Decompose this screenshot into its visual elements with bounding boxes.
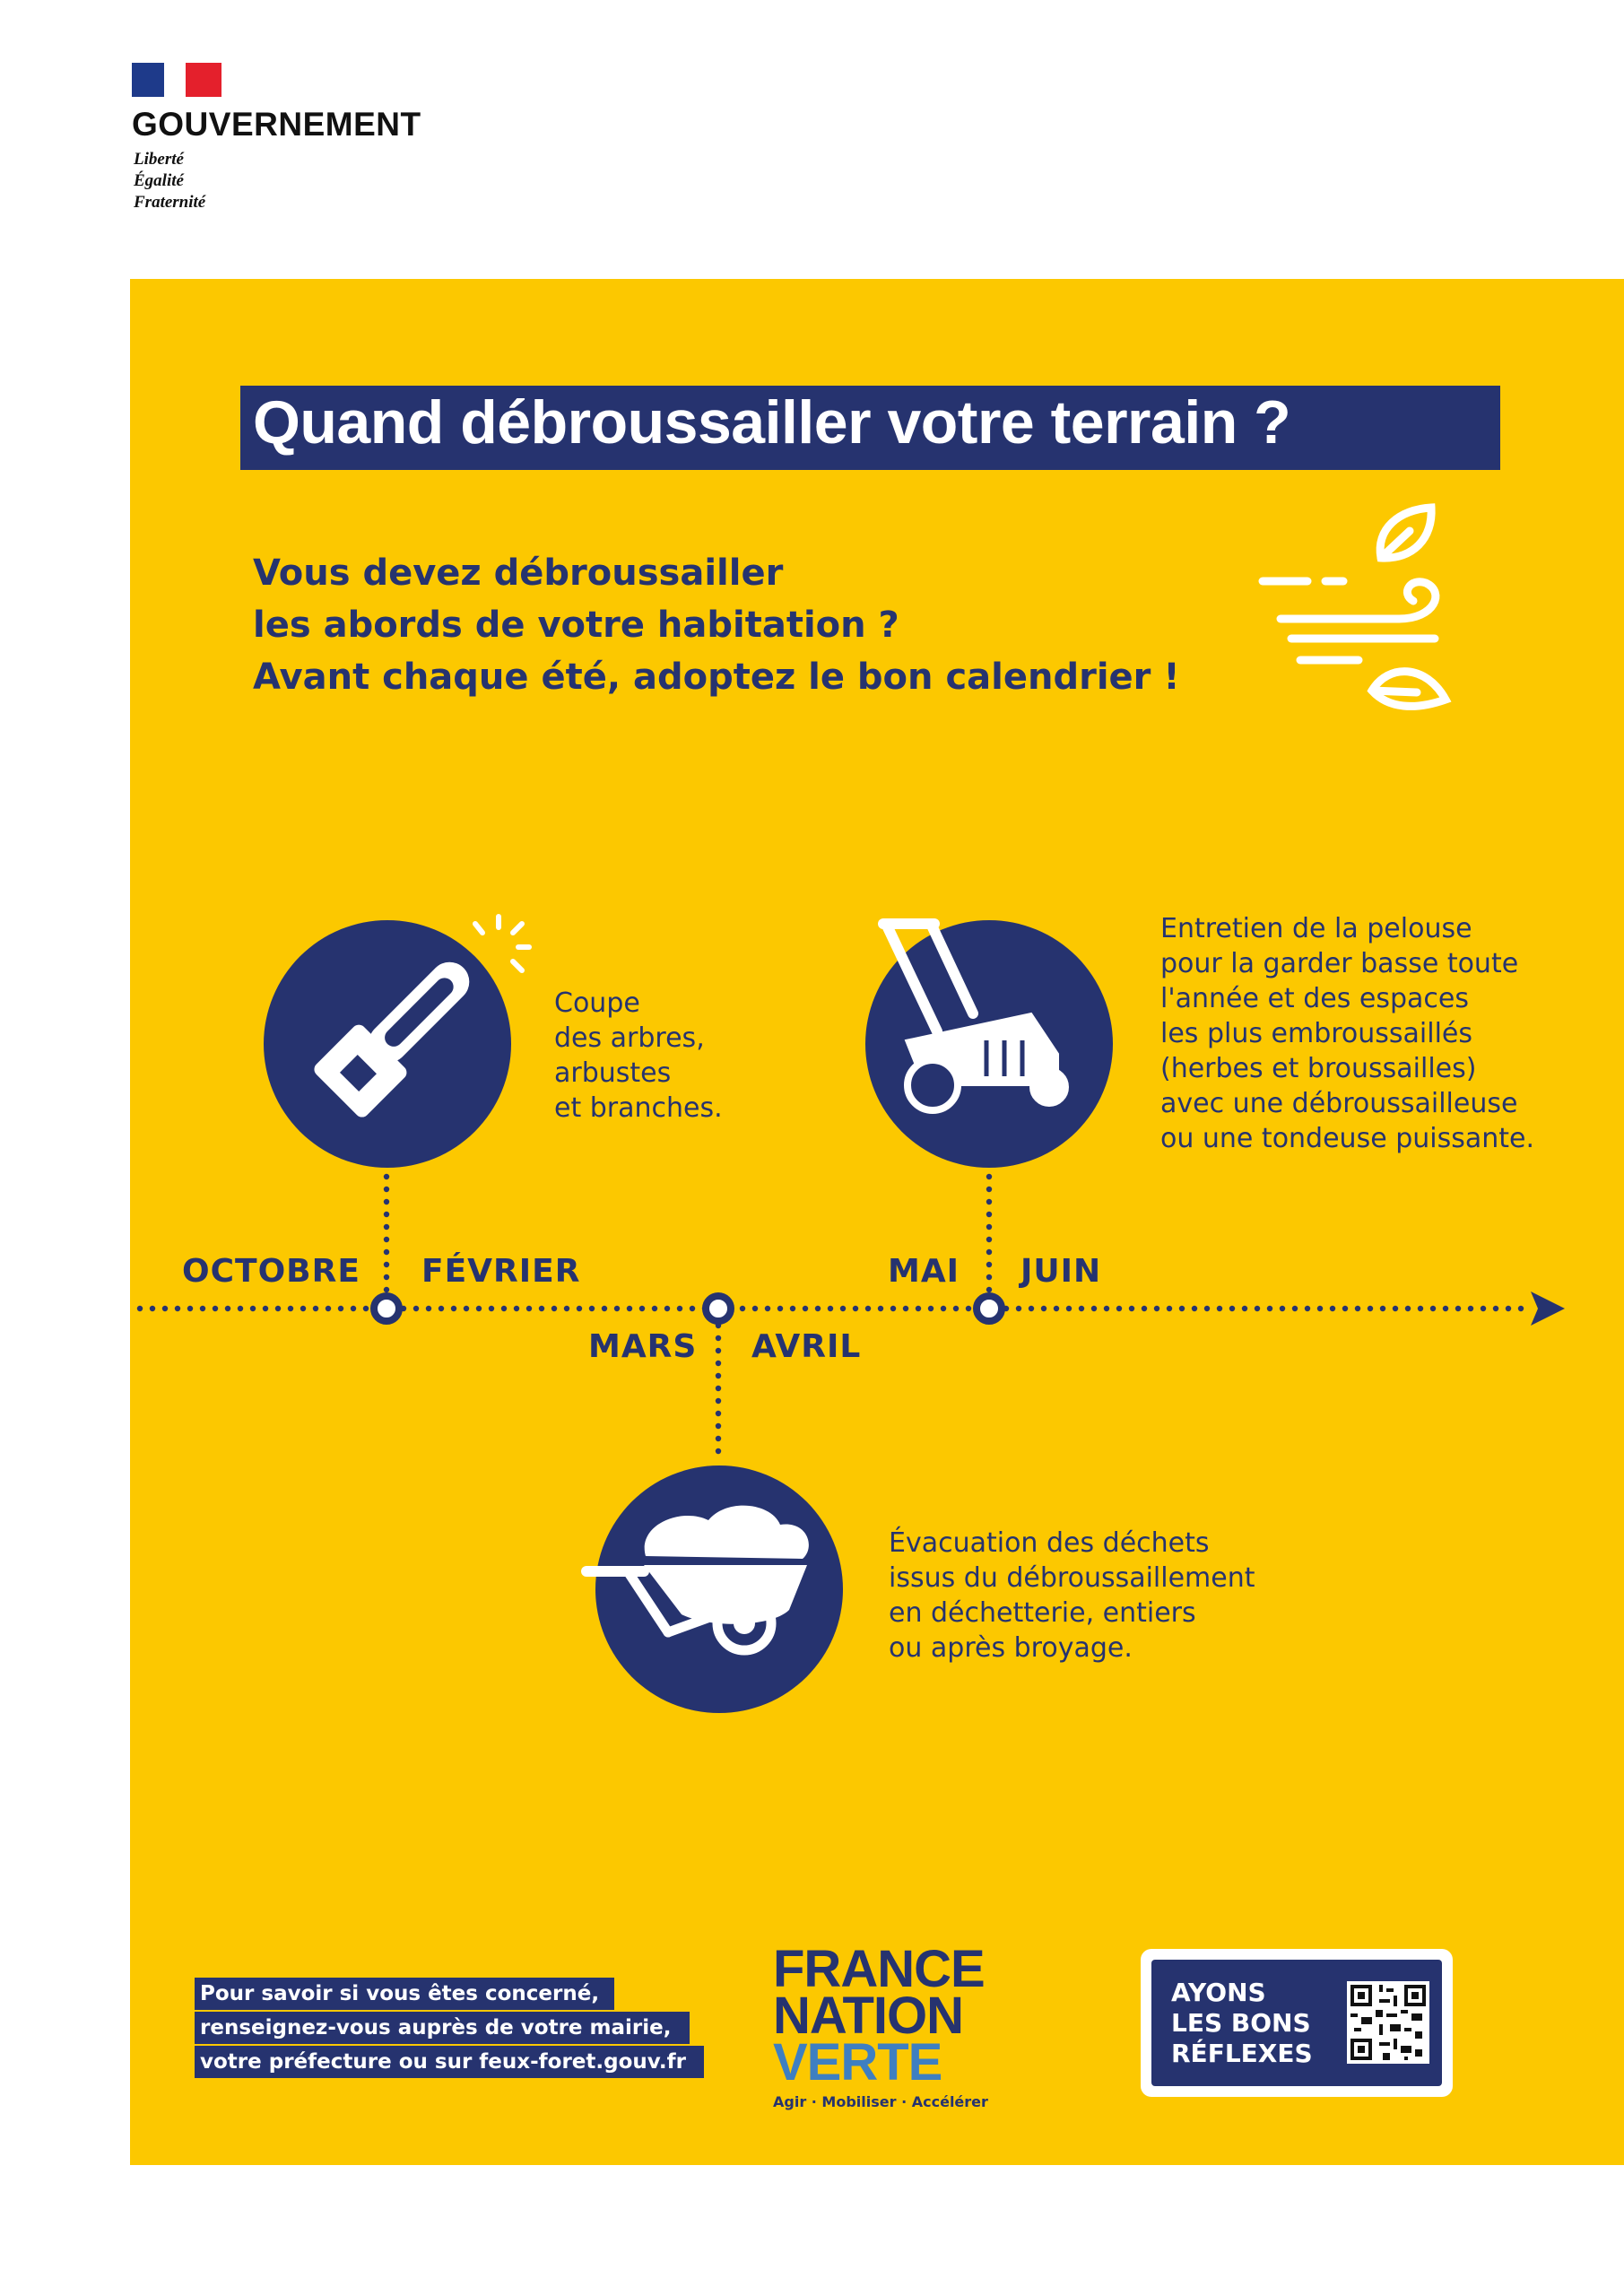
timeline-dot <box>426 1306 431 1311</box>
timeline-dot <box>539 1306 544 1311</box>
timeline-dot <box>740 1306 745 1311</box>
connector-dot <box>716 1398 721 1404</box>
timeline-dot <box>1154 1306 1159 1311</box>
connector-dot <box>384 1187 389 1192</box>
connector-dot <box>716 1348 721 1353</box>
timeline-dot <box>326 1306 331 1311</box>
timeline-dot <box>1179 1306 1185 1311</box>
timeline-dot <box>363 1306 369 1311</box>
timeline-dot <box>1280 1306 1285 1311</box>
timeline-dot <box>840 1306 846 1311</box>
timeline-dot <box>439 1306 444 1311</box>
timeline-dot <box>815 1306 821 1311</box>
timeline-dot <box>1317 1306 1323 1311</box>
timeline-dot <box>765 1306 770 1311</box>
timeline-dot <box>828 1306 833 1311</box>
timeline-dot <box>1481 1306 1486 1311</box>
timeline-dot <box>916 1306 921 1311</box>
timeline-dot <box>1116 1306 1122 1311</box>
timeline-dot <box>1242 1306 1247 1311</box>
intro-line: Vous devez débroussailler <box>253 552 784 594</box>
timeline-dot <box>878 1306 883 1311</box>
step-mower-text: Entretien de la pelouse pour la garder basse toute l'année et des espaces les plus embroussaillés (herbes et broussailles) avec une débroussailleuse ou une tondeuse puissante. <box>1160 913 1534 1154</box>
step-chainsaw-text: Coupe des arbres, arbustes et branches. <box>554 987 723 1124</box>
step-chainsaw-circle <box>264 920 511 1168</box>
timeline-dot <box>1342 1306 1348 1311</box>
timeline-dot <box>1368 1306 1373 1311</box>
info-line: renseignez-vous auprès de votre mairie, <box>195 2012 690 2044</box>
logo-word: VERTE <box>773 2033 942 2092</box>
page-title: Quand débroussailler votre terrain ? <box>253 388 1291 457</box>
timeline-dot <box>577 1306 582 1311</box>
connector-dot <box>986 1262 992 1267</box>
info-line: votre préfecture ou sur feux-foret.gouv.fr <box>195 2046 704 2078</box>
timeline-marker-oct-feb <box>374 1296 399 1321</box>
month-label: MARS <box>588 1328 698 1365</box>
connector-dot <box>716 1386 721 1391</box>
timeline-dot <box>690 1306 695 1311</box>
timeline-dot <box>1468 1306 1473 1311</box>
timeline-dot <box>1418 1306 1423 1311</box>
month-label: JUIN <box>1020 1253 1102 1290</box>
connector-dot <box>986 1212 992 1217</box>
timeline-dot <box>213 1306 218 1311</box>
connector-dot <box>716 1411 721 1416</box>
timeline-dot <box>250 1306 256 1311</box>
timeline-dot <box>1229 1306 1235 1311</box>
connector-dot <box>384 1237 389 1242</box>
bons-reflexes-badge <box>1141 1949 1453 2097</box>
timeline-dot <box>1041 1306 1046 1311</box>
timeline-dot <box>1192 1306 1197 1311</box>
connector-dot <box>716 1335 721 1341</box>
timeline-dot <box>1066 1306 1072 1311</box>
timeline-dot <box>200 1306 205 1311</box>
timeline-dot <box>1016 1306 1021 1311</box>
timeline-arrow-icon <box>1531 1292 1565 1326</box>
step-mower-circle <box>865 920 1113 1168</box>
connector-dot <box>384 1262 389 1267</box>
timeline <box>137 1174 1565 1454</box>
timeline-dot <box>790 1306 795 1311</box>
timeline-dot <box>1054 1306 1059 1311</box>
timeline-dot <box>238 1306 243 1311</box>
timeline-marker-mar-apr <box>706 1296 731 1321</box>
connector-dot <box>986 1274 992 1280</box>
timeline-dot <box>1430 1306 1436 1311</box>
timeline-dot <box>351 1306 356 1311</box>
timeline-dot <box>664 1306 670 1311</box>
timeline-dot <box>1292 1306 1298 1311</box>
timeline-dot <box>187 1306 193 1311</box>
timeline-dot <box>225 1306 230 1311</box>
intro-line: les abords de votre habitation ? <box>253 604 899 646</box>
timeline-dot <box>1443 1306 1448 1311</box>
timeline-dot <box>514 1306 519 1311</box>
connector-dot <box>986 1187 992 1192</box>
connector-dot <box>384 1287 389 1292</box>
timeline-dot <box>903 1306 908 1311</box>
timeline-dot <box>338 1306 343 1311</box>
connector-dot <box>716 1373 721 1378</box>
connector-dot <box>716 1436 721 1441</box>
timeline-dot <box>313 1306 318 1311</box>
timeline-dot <box>865 1306 871 1311</box>
timeline-dot <box>1129 1306 1134 1311</box>
timeline-dot <box>966 1306 971 1311</box>
timeline-dot <box>476 1306 482 1311</box>
timeline-dot <box>150 1306 155 1311</box>
timeline-dot <box>1518 1306 1524 1311</box>
timeline-dot <box>890 1306 896 1311</box>
connector-dot <box>986 1237 992 1242</box>
france-nation-verte-logo <box>773 1940 988 2110</box>
timeline-dot <box>526 1306 532 1311</box>
timeline-dot <box>501 1306 507 1311</box>
timeline-dot <box>162 1306 168 1311</box>
badge-text: AYONS LES BONS RÉFLEXES <box>1171 1978 1313 2068</box>
timeline-dot <box>627 1306 632 1311</box>
timeline-dot <box>1079 1306 1084 1311</box>
timeline-dot <box>1405 1306 1411 1311</box>
timeline-dot <box>564 1306 569 1311</box>
timeline-dot <box>451 1306 456 1311</box>
connector-dot <box>986 1224 992 1230</box>
connector-dot <box>384 1174 389 1179</box>
timeline-dots <box>137 1306 1524 1311</box>
timeline-dot <box>614 1306 620 1311</box>
timeline-dot <box>1355 1306 1360 1311</box>
connector-dot <box>384 1274 389 1280</box>
timeline-dot <box>1255 1306 1260 1311</box>
timeline-dot <box>777 1306 783 1311</box>
timeline-dot <box>1167 1306 1172 1311</box>
timeline-dot <box>1305 1306 1310 1311</box>
connector-dot <box>384 1224 389 1230</box>
timeline-dot <box>1493 1306 1498 1311</box>
logo-word: NATION <box>773 1987 964 2045</box>
timeline-dot <box>413 1306 419 1311</box>
step-wheelbarrow-circle <box>595 1465 843 1713</box>
connector-dot <box>716 1361 721 1366</box>
timeline-dot <box>602 1306 607 1311</box>
timeline-dot <box>928 1306 934 1311</box>
connector-dot <box>384 1212 389 1217</box>
timeline-dot <box>803 1306 808 1311</box>
timeline-dot <box>300 1306 306 1311</box>
logo-tagline: Agir · Mobiliser · Accélérer <box>773 2093 988 2110</box>
timeline-dot <box>953 1306 959 1311</box>
timeline-dot <box>464 1306 469 1311</box>
month-label: MAI <box>888 1253 960 1290</box>
timeline-dot <box>1267 1306 1272 1311</box>
timeline-dot <box>175 1306 180 1311</box>
timeline-dot <box>1142 1306 1147 1311</box>
step-wheelbarrow-text: Évacuation des déchets issus du débroussaillement en déchetterie, entiers ou après broyage. <box>889 1527 1255 1664</box>
logo-word: FRANCE <box>773 1940 985 1998</box>
timeline-dot <box>652 1306 657 1311</box>
timeline-dot <box>1091 1306 1097 1311</box>
intro-line: Avant chaque été, adoptez le bon calendrier ! <box>253 657 1180 698</box>
timeline-dot <box>551 1306 557 1311</box>
info-line: Pour savoir si vous êtes concerné, <box>195 1978 614 2010</box>
timeline-dot <box>1029 1306 1034 1311</box>
timeline-dot <box>137 1306 143 1311</box>
timeline-dot <box>853 1306 858 1311</box>
connector-dot <box>986 1174 992 1179</box>
timeline-dot <box>1455 1306 1461 1311</box>
qr-code-icon[interactable] <box>1347 1981 1429 2064</box>
connector-dot <box>384 1199 389 1205</box>
timeline-dot <box>639 1306 645 1311</box>
timeline-connectors <box>384 1174 992 1454</box>
timeline-dot <box>1217 1306 1222 1311</box>
timeline-dot <box>1104 1306 1109 1311</box>
republic-motto: Liberté Égalité Fraternité <box>134 150 206 212</box>
connector-dot <box>716 1423 721 1429</box>
timeline-dot <box>1380 1306 1385 1311</box>
connector-dot <box>716 1448 721 1454</box>
timeline-dot <box>1506 1306 1511 1311</box>
connector-dot <box>986 1249 992 1255</box>
timeline-dot <box>288 1306 293 1311</box>
timeline-dot <box>489 1306 494 1311</box>
timeline-dot <box>1330 1306 1335 1311</box>
timeline-dot <box>677 1306 682 1311</box>
timeline-dot <box>752 1306 758 1311</box>
month-label: FÉVRIER <box>421 1253 581 1290</box>
timeline-marker-may-jun <box>977 1296 1002 1321</box>
month-label: AVRIL <box>751 1328 862 1365</box>
connector-dot <box>384 1249 389 1255</box>
timeline-dot <box>941 1306 946 1311</box>
connector-dot <box>986 1199 992 1205</box>
timeline-dot <box>1204 1306 1210 1311</box>
timeline-dot <box>263 1306 268 1311</box>
government-title: GOUVERNEMENT <box>132 106 421 143</box>
info-box <box>195 1978 704 2078</box>
wind-leaves-icon <box>1263 508 1446 706</box>
month-label: OCTOBRE <box>182 1253 360 1290</box>
timeline-dot <box>275 1306 281 1311</box>
timeline-dot <box>589 1306 595 1311</box>
connector-dot <box>986 1287 992 1292</box>
timeline-dot <box>1393 1306 1398 1311</box>
